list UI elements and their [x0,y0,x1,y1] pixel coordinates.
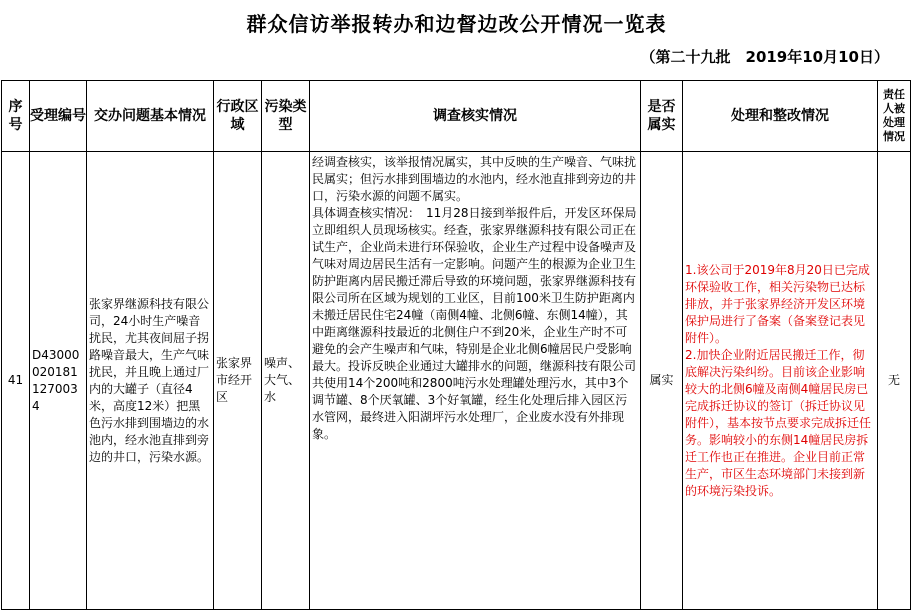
header-accountability: 责任人被处理情况 [878,81,911,152]
cell-handling: 1.该公司于2019年8月20日已完成环保验收工作，相关污染物已达标排放，并于张家界经济开发区环境保护局进行了备案（备案登记表见附件）。 2.加快企业附近居民搬迁工作，彻底解决污染纠纷。目前该企业影响较大的北侧6幢及南侧4幢居民房已完成拆迁协议的签订（拆迁协议见附件），基本按节点要求完成拆迁任务。影响较小的东侧14幢居民房拆迁工作也正在推进。企业目前正常生产，市区生态环境部门未接到新的环境污染投诉。 [683,152,878,610]
cell-id: D43000020181127003 4 [30,152,87,610]
header-row [2,81,911,152]
cell-pollution: 噪声、大气、水 [262,152,310,610]
cell-region: 张家界市经开区 [214,152,262,610]
header-investigation: 调查核实情况 [310,81,641,152]
page-title: 群众信访举报转办和边督边改公开情况一览表 [246,12,667,36]
cell-problem: 张家界继源科技有限公司，24小时生产噪音扰民，尤其夜间屈子拐路噪音最大，生产气味扰民，并且晚上通过厂内的大罐子（直径4米，高度12米）把黑色污水排到围墙边的水池内，经水池直排到旁边的井口，污染水源。 [87,152,214,610]
header-seq: 序号 [2,81,30,152]
header-true: 是否属实 [641,81,683,152]
cell-seq: 41 [2,152,30,610]
header-handling: 处理和整改情况 [683,81,878,152]
cell-investigation: 经调查核实，该举报情况属实，其中反映的生产噪音、气味扰民属实；但污水排到围墙边的水池内，经水池直排到旁边的井口，污染水源的问题不属实。 具体调查核实情况： 11月28日接到举报件后，开发区环保局立即组织人员现场核实。经查，张家界继源科技有限公司正在试生产，企业尚未进行环保验收，企业生产过程中设备噪声及气味对周边居民生活有一定影响。问题产生的根源为企业卫生防护距离内居民搬迁滞后导致的环境问题，张家界继源科技有限公司所在区域为规划的工业区，目前100米卫生防护距离内未搬迁居民住宅24幢（南侧4幢、北侧6幢、东侧14幢），其中距离继源科技最近的北侧住户不到20米，企业生产时不可避免的会产生噪声和气味，特别是企业北侧6幢居民户受影响最大。投诉反映企业通过大罐排水的问题，继源科技有限公司共使用14个200吨和2800吨污水处理罐处理污水，其中3个调节罐、8个厌氧罐、3个好氧罐，经生化处理后排入园区污水管网，最终进入阳湖坪污水处理厂，企业废水没有外排现象。 [310,152,641,610]
header-pollution: 污染类型 [262,81,310,152]
table-row [2,152,911,610]
header-problem: 交办问题基本情况 [87,81,214,152]
cell-accountability: 无 [878,152,911,610]
page-subtitle: （第二十九批 2019年10月10日） [640,48,889,66]
header-region: 行政区域 [214,81,262,152]
header-id: 受理编号 [30,81,87,152]
disclosure-table [1,80,911,610]
cell-true: 属实 [641,152,683,610]
